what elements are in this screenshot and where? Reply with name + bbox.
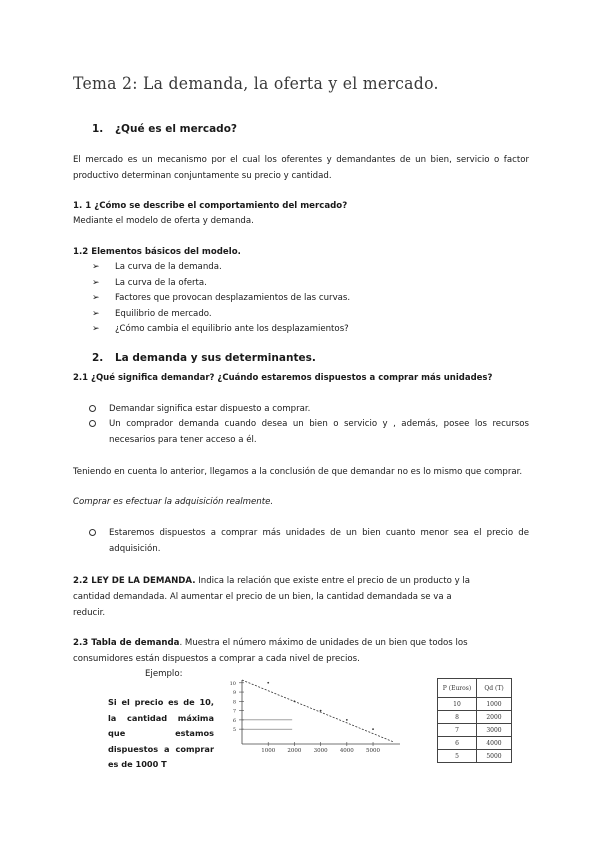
table-cell: 1000 [477,698,512,711]
bullet-demandar: Demandar significa estar dispuesto a comprar. [89,402,529,418]
data-point [320,710,322,712]
section-1-title: ¿Qué es el mercado? [114,123,237,135]
table-cell: 8 [438,711,477,724]
tabla-demanda-text: . Muestra el número máximo de unidades de un bien que todos los consumidores están dispuestos a comprar a cada nivel de precios. [73,638,468,664]
section-1-number: 1. [92,123,104,135]
table-row [438,750,512,763]
ley-demanda-heading: 2.2 LEY DE LA DEMANDA. [73,576,196,586]
section-1-1-text: Mediante el modelo de oferta y demanda. [73,216,254,226]
y-tick-label: 6 [232,717,236,724]
section-2-1-heading: 2.1 ¿Qué significa demandar? ¿Cuándo estaremos dispuestos a comprar más unidades? [73,373,493,383]
table-cell: 6 [438,737,477,750]
paragraph-comprar-italic: Comprar es efectuar la adquisición realmente. [73,497,274,507]
page-title: Tema 2: La demanda, la oferta y el mercado. [73,74,439,94]
table-row [438,737,512,750]
y-tick-label: 5 [232,727,236,734]
arrow-bullet-icon: ➢ [92,293,100,303]
list-item: ➢ Factores que provocan desplazamientos de las curvas. [92,291,512,307]
section-1-1-heading: 1. 1 ¿Cómo se describe el comportamiento del mercado? [73,201,348,211]
table-row [438,724,512,737]
table-cell: 10 [438,698,477,711]
data-point [346,719,348,721]
demand-table [437,678,512,763]
circle-bullet-icon [89,529,96,536]
elements-list [92,260,512,338]
data-point [294,700,296,702]
x-tick-label: 5000 [366,748,381,754]
table-cell: 3000 [477,724,512,737]
section-1-heading [92,123,237,135]
x-tick-label: 4000 [339,748,354,754]
tabla-demanda-heading: 2.3 Tabla de demanda [73,638,180,648]
list-item: ➢ ¿Cómo cambia el equilibrio ante los desplazamientos? [92,322,512,338]
bullet-comprador: Un comprador demanda cuando desea un bien o servicio y , además, posee los recursos necesarios para tener acceso a él. [89,417,529,448]
demand-curve [242,680,394,742]
table-row [438,711,512,724]
y-tick-label: 9 [232,690,236,697]
section-2-heading [92,352,316,364]
paragraph-demandar-comprar: Teniendo en cuenta lo anterior, llegamos a la conclusión de que demandar no es lo mismo que comprar. [73,467,523,477]
table-header-quantity: Qd (T) [477,679,512,698]
ley-demanda-text: Indica la relación que existe entre el precio de un producto y la cantidad demandada. Al aumentar el precio de un bien, la cantidad demandada se va a reducir. [73,576,471,618]
section-1-2-heading: 1.2 Elementos básicos del modelo. [73,247,241,257]
table-cell: 5 [438,750,477,763]
y-tick-label: 10 [229,680,236,687]
list-item: ➢ La curva de la demanda. [92,260,512,276]
section-2-number: 2. [92,352,104,364]
data-point [372,728,374,730]
section-2-title: La demanda y sus determinantes. [114,352,316,364]
list-item: ➢ La curva de la oferta. [92,276,512,292]
ley-demanda [73,573,483,621]
arrow-bullet-icon: ➢ [92,262,100,272]
table-header-row [438,679,512,698]
circle-bullet-icon [89,420,96,427]
x-tick-label: 2000 [287,748,302,754]
table-header-price: P (Euros) [438,679,477,698]
list-item: ➢ Equilibrio de mercado. [92,307,512,323]
table-cell: 7 [438,724,477,737]
demand-chart [222,676,402,756]
table-cell: 2000 [477,711,512,724]
y-tick-label: 8 [232,699,236,706]
x-tick-label: 1000 [261,748,276,754]
example-label: Ejemplo: [145,669,183,679]
y-tick-label: 7 [232,708,236,715]
circle-bullet-icon [89,405,96,412]
arrow-bullet-icon: ➢ [92,308,100,319]
bullet-precio: Estaremos dispuestos a comprar más unidades de un bien cuanto menor sea el precio de adquisición. [89,526,529,557]
paragraph-mercado: El mercado es un mecanismo por el cual los oferentes y demandantes de un bien, servicio o factor productivo determinan conjuntamente su precio y cantidad. [73,155,529,181]
tabla-demanda [73,635,493,667]
data-point [267,682,269,684]
example-note: Si el precio es de 10, la cantidad máxima que estamos dispuestos a comprar es de 1000 T [108,697,214,769]
table-row [438,698,512,711]
arrow-bullet-icon: ➢ [92,277,100,288]
arrow-bullet-icon: ➢ [92,324,100,334]
table-cell: 5000 [477,750,512,763]
table-cell: 4000 [477,737,512,750]
x-tick-label: 3000 [313,748,328,754]
